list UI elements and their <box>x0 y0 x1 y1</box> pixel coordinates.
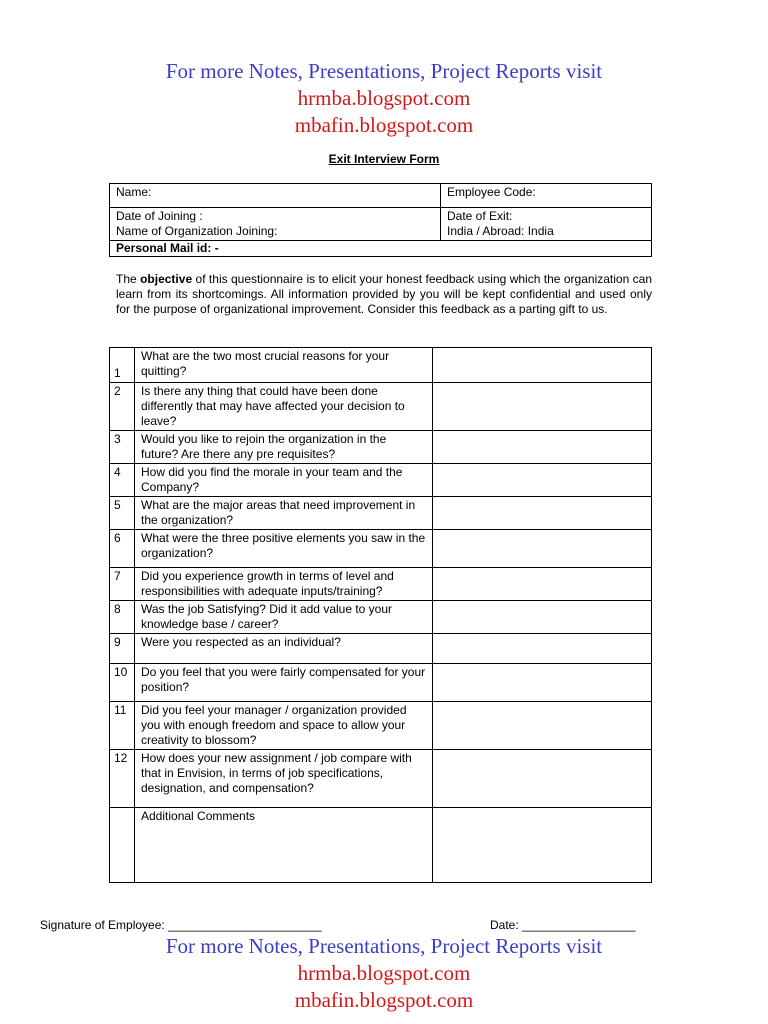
question-text: Would you like to rejoin the organization in the future? Are there any pre requisites? <box>135 431 433 464</box>
question-text: Was the job Satisfying? Did it add value to your knowledge base / career? <box>135 601 433 634</box>
promo-line: For more Notes, Presentations, Project Reports visit <box>165 59 603 83</box>
question-text: Additional Comments <box>135 808 433 883</box>
promo-link-hrmba[interactable]: hrmba.blogspot.com <box>297 961 471 985</box>
question-row <box>110 383 652 431</box>
personal-mail-field[interactable]: Personal Mail id: - <box>110 241 652 257</box>
date-of-joining-field: Date of Joining : <box>116 209 203 223</box>
objective-paragraph: The objective of this questionnaire is to elicit your honest feedback using which the organization can learn from its shortcomings. All information provided by you will be kept confidential and used only for the purpose of organizational improvement. Consider this feedback as a parting gift to us. <box>116 272 652 316</box>
answer-cell[interactable] <box>433 702 652 750</box>
name-field[interactable]: Name: <box>110 184 441 208</box>
question-number: 4 <box>110 464 135 497</box>
question-row <box>110 664 652 702</box>
question-text: Were you respected as an individual? <box>135 634 433 664</box>
question-number: 9 <box>110 634 135 664</box>
answer-cell[interactable] <box>433 634 652 664</box>
question-text: What are the major areas that need improvement in the organization? <box>135 497 433 530</box>
answer-cell[interactable] <box>433 568 652 601</box>
question-row <box>110 750 652 808</box>
question-number: 12 <box>110 750 135 808</box>
promo-link-mbafin[interactable]: mbafin.blogspot.com <box>294 988 474 1012</box>
question-text: How did you find the morale in your team and the Company? <box>135 464 433 497</box>
date-of-exit-field: Date of Exit: <box>447 209 513 223</box>
question-row <box>110 568 652 601</box>
answer-cell[interactable] <box>433 601 652 634</box>
answer-cell[interactable] <box>433 530 652 568</box>
answer-cell[interactable] <box>433 664 652 702</box>
promo-line: For more Notes, Presentations, Project Reports visit <box>165 934 603 958</box>
question-number: 2 <box>110 383 135 431</box>
promo-header <box>0 58 768 139</box>
question-number: 1 <box>110 348 135 383</box>
question-row <box>110 497 652 530</box>
form-title: Exit Interview Form <box>328 152 440 166</box>
question-text: How does your new assignment / job compare with that in Envision, in terms of job specifications, designation, and compensation? <box>135 750 433 808</box>
question-row <box>110 702 652 750</box>
answer-cell[interactable] <box>433 383 652 431</box>
joining-details-cell[interactable] <box>110 208 441 241</box>
question-text: Did you experience growth in terms of level and responsibilities with adequate inputs/training? <box>135 568 433 601</box>
organization-joining-field: Name of Organization Joining: <box>116 224 278 238</box>
question-number: 3 <box>110 431 135 464</box>
answer-cell[interactable] <box>433 808 652 883</box>
question-number <box>110 808 135 883</box>
question-text: What were the three positive elements you saw in the organization? <box>135 530 433 568</box>
question-number: 8 <box>110 601 135 634</box>
answer-cell[interactable] <box>433 348 652 383</box>
answer-cell[interactable] <box>433 464 652 497</box>
question-row <box>110 808 652 883</box>
exit-details-cell[interactable] <box>441 208 652 241</box>
signature-line[interactable]: Signature of Employee: _______________________ <box>40 918 322 932</box>
question-text: Is there any thing that could have been done differently that may have affected your decision to leave? <box>135 383 433 431</box>
promo-footer <box>0 933 768 1014</box>
answer-cell[interactable] <box>433 750 652 808</box>
promo-link-hrmba[interactable]: hrmba.blogspot.com <box>297 86 471 110</box>
india-abroad-field: India / Abroad: India <box>447 224 554 238</box>
question-text: What are the two most crucial reasons for your quitting? <box>135 348 433 383</box>
answer-cell[interactable] <box>433 497 652 530</box>
objective-keyword: objective <box>140 272 193 286</box>
employee-info-table <box>109 183 652 257</box>
question-text: Do you feel that you were fairly compensated for your position? <box>135 664 433 702</box>
question-row <box>110 601 652 634</box>
question-number: 7 <box>110 568 135 601</box>
question-row <box>110 464 652 497</box>
question-text: Did you feel your manager / organization provided you with enough freedom and space to allow your creativity to blossom? <box>135 702 433 750</box>
question-row <box>110 431 652 464</box>
question-row <box>110 530 652 568</box>
question-number: 10 <box>110 664 135 702</box>
question-row <box>110 634 652 664</box>
promo-link-mbafin[interactable]: mbafin.blogspot.com <box>294 113 474 137</box>
date-line[interactable]: Date: _________________ <box>490 918 636 932</box>
answer-cell[interactable] <box>433 431 652 464</box>
questions-table <box>109 347 652 883</box>
question-number: 11 <box>110 702 135 750</box>
question-number: 5 <box>110 497 135 530</box>
question-number: 6 <box>110 530 135 568</box>
question-row <box>110 348 652 383</box>
employee-code-field[interactable]: Employee Code: <box>441 184 652 208</box>
